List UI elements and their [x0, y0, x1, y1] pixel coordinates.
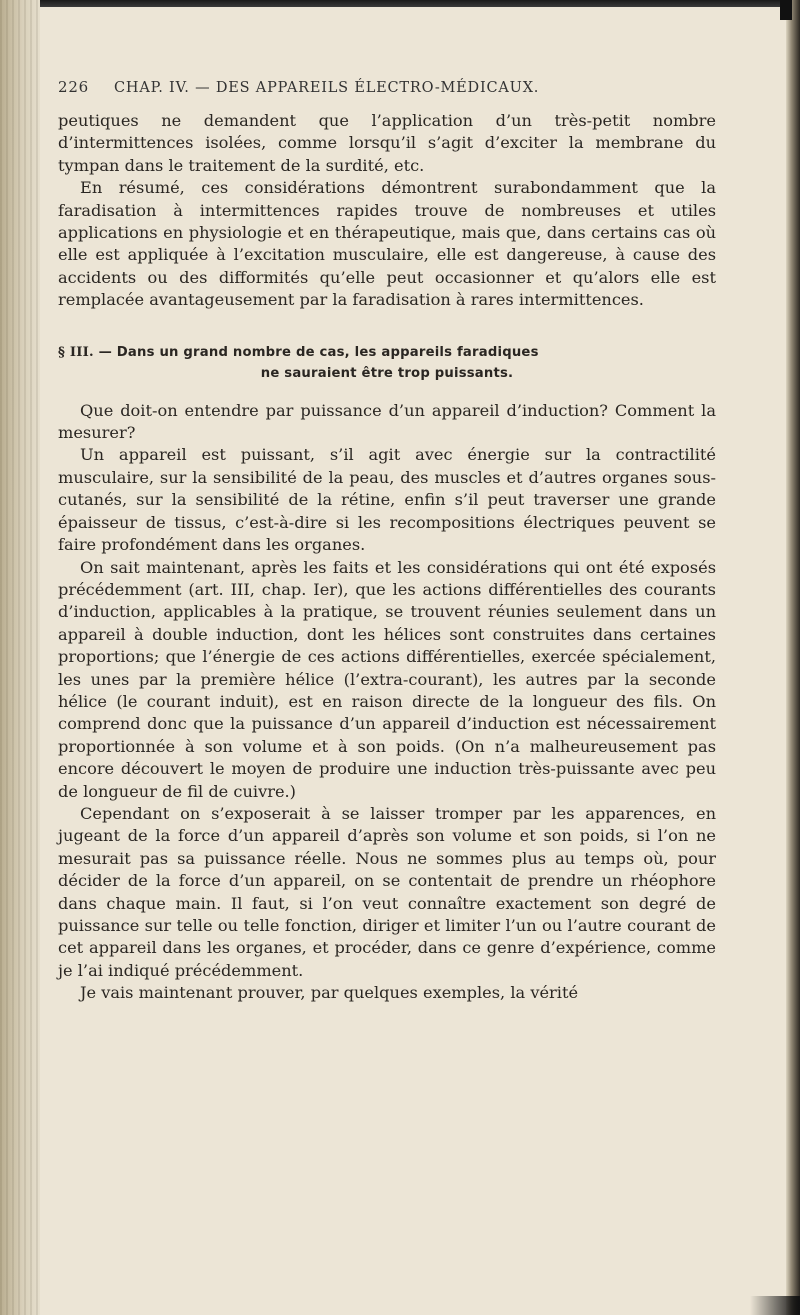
paragraph: Je vais maintenant prouver, par quelques exemples, la vérité	[80, 983, 579, 1003]
page-number: 226	[58, 78, 90, 96]
book-edge-right	[786, 0, 800, 1315]
paragraph: Un appareil est puissant, s’il agit avec énergie sur la contractilité musculaire, sur la sensibilité de la peau, des muscles et d’autres organes sous-cutanés, sur la sensibilité de la rétine, enfin s’il peut traverser une grande épaisseur de tissus, c’est-à-dire si les recompositions électriques peuvent se faire profondément dans les organes.	[58, 445, 716, 555]
paragraph: Que doit-on entendre par puissance d’un appareil d’induction? Comment la mesurer?	[58, 400, 716, 443]
paragraph: On sait maintenant, après les faits et les considérations qui ont été exposés précédemment (art. III, chap. Ier), que les actions différentielles des courants d’induction, applicables à la pratique, se trouvent réunies seulement dans un appareil à double induction, dont les hélices sont construites dans certaines proportions; que l’énergie de ces actions différentielles, exercée spécialement, les unes par la première hélice (l’extra-courant), les autres par la seconde hélice (le courant induit), est en raison directe de la longueur des fils. On comprend donc que la puissance d’un appareil d’induction est nécessairement proportionnée à son volume et à son poids. (On n’a malheureusement pas encore découvert le moyen de produire une induction très-puissante avec peu de longueur de fil de cuivre.)	[58, 557, 716, 801]
section-number: § III.	[58, 344, 94, 360]
scan-edge-mark	[780, 0, 792, 20]
paragraph: peutiques ne demandent que l’application d’un très-petit nombre d’intermittences isolées, comme lorsqu’il s’agit d’exciter la membrane du tympan dans le traitement de la surdité, etc.	[58, 111, 716, 175]
paragraph: En résumé, ces considérations démontrent surabondamment que la faradisation à intermittences rapides trouve de nombreuses et utiles applications en physiologie et en thérapeutique, mais que, dans certains cas où elle est appliquée à l’excitation musculaire, elle est dangereuse, à cause des accidents ou des difformités qu’elle peut occasionner et qu’alors elle est remplacée avantageusement par la faradisation à rares intermittences.	[58, 178, 716, 310]
book-gutter-left	[0, 0, 40, 1315]
running-head-title: CHAP. IV. — DES APPAREILS ÉLECTRO-MÉDICAUX.	[114, 80, 540, 96]
section-heading-line2: ne sauraient être trop puissants.	[260, 365, 514, 381]
book-page	[58, 78, 716, 1005]
section-heading-line1: — Dans un grand nombre de cas, les appareils faradiques	[98, 344, 539, 360]
paragraph: Cependant on s’exposerait à se laisser tromper par les apparences, en jugeant de la force d’un appareil d’après son volume et son poids, si l’on ne mesurait pas sa puissance réelle. Nous ne sommes plus au temps où, pour décider de la force d’un appareil, on se contentait de prendre un rhéophore dans chaque main. Il faut, si l’on veut connaître exactement son degré de puissance sur telle ou telle fonction, diriger et limiter l’un ou l’autre courant de cet appareil dans les organes, et procéder, dans ce genre d’expérience, comme je l’ai indiqué précédemment.	[58, 803, 716, 980]
section-heading	[58, 342, 716, 384]
running-head	[58, 78, 716, 104]
page-top-edge	[0, 0, 800, 7]
scan-edge-mark	[750, 1296, 800, 1315]
